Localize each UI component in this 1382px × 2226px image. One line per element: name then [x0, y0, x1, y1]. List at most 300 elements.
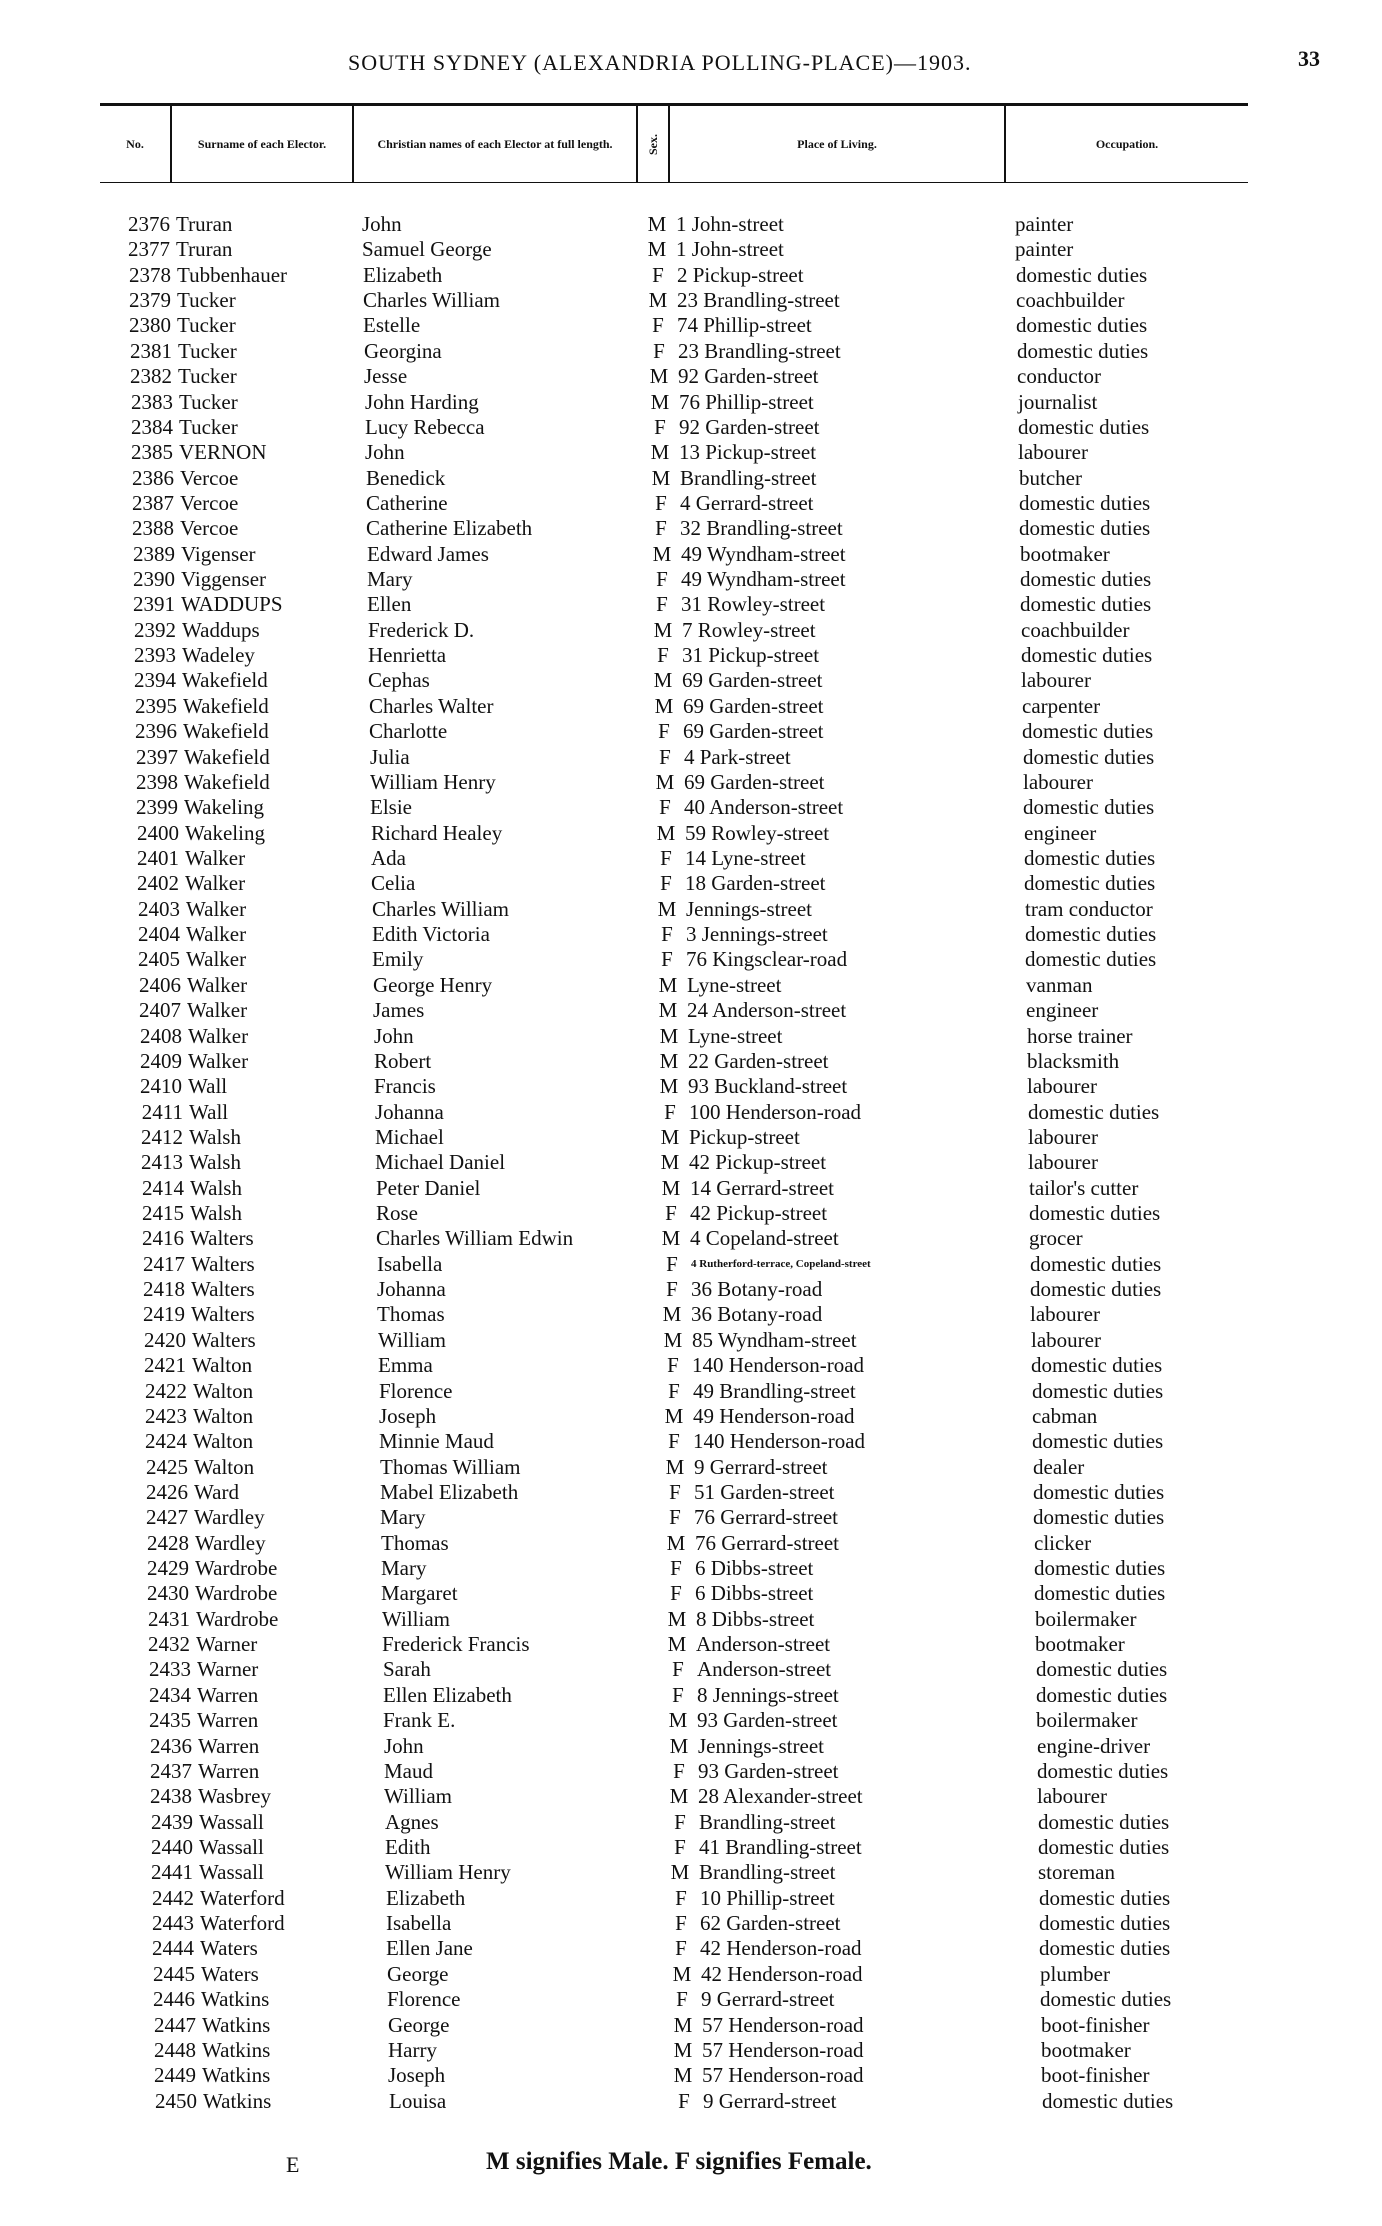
elector-sex: F	[656, 592, 668, 617]
elector-place-of-living: 49 Brandling-street	[693, 1378, 856, 1403]
elector-occupation: domestic duties	[1023, 795, 1155, 820]
elector-sex: M	[672, 1961, 692, 1986]
elector-place-of-living: 76 Kingsclear-road	[686, 947, 848, 972]
elector-sex: M	[650, 440, 670, 465]
elector-place-of-living: Lyne-street	[687, 972, 782, 997]
elector-sex: M	[656, 820, 676, 845]
page-title: SOUTH SYDNEY (ALEXANDRIA POLLING-PLACE)—1903.	[348, 50, 972, 75]
elector-sex: M	[662, 1302, 682, 1327]
elector-place-of-living: 32 Brandling-street	[680, 516, 843, 541]
elector-surname: VERNON	[179, 440, 267, 465]
elector-place-of-living: 8 Dibbs-street	[696, 1606, 815, 1631]
elector-occupation: domestic duties	[1032, 1378, 1164, 1403]
elector-number: 2419	[143, 1302, 185, 1327]
elector-christian-names: Estelle	[363, 313, 421, 338]
elector-place-of-living: 76 Gerrard-street	[695, 1530, 840, 1555]
elector-place-of-living: 51 Garden-street	[694, 1479, 835, 1504]
elector-place-of-living: 42 Henderson-road	[701, 1961, 863, 1986]
table-row	[0, 1429, 1382, 1454]
elector-place-of-living: 42 Pickup-street	[690, 1201, 828, 1226]
elector-surname: Walsh	[190, 1201, 242, 1226]
elector-occupation: domestic duties	[1039, 1911, 1171, 1936]
elector-occupation: plumber	[1040, 1961, 1110, 1986]
elector-surname: Vigenser	[181, 541, 256, 566]
table-row	[0, 1581, 1382, 1606]
elector-occupation: boot-finisher	[1041, 2063, 1150, 2088]
elector-sex: M	[659, 1048, 679, 1073]
elector-christian-names: John Harding	[365, 389, 479, 414]
elector-surname: Warren	[198, 1758, 260, 1783]
elector-sex: M	[654, 693, 674, 718]
elector-sex: F	[657, 643, 669, 668]
elector-occupation: domestic duties	[1033, 1505, 1165, 1530]
elector-occupation: domestic duties	[1034, 1581, 1166, 1606]
elector-christian-names: Florence	[379, 1378, 453, 1403]
elector-place-of-living: 9 Gerrard-street	[694, 1454, 828, 1479]
elector-surname: Walsh	[189, 1150, 241, 1175]
elector-surname: Walker	[185, 845, 246, 870]
elector-place-of-living: 69 Garden-street	[684, 769, 825, 794]
elector-sex: F	[670, 1556, 682, 1581]
table-row	[0, 745, 1382, 770]
table-row	[0, 1176, 1382, 1201]
elector-occupation: domestic duties	[1023, 744, 1155, 769]
elector-occupation: labourer	[1023, 769, 1093, 794]
elector-number: 2435	[149, 1708, 191, 1733]
elector-number: 2436	[150, 1733, 192, 1758]
table-row	[0, 1759, 1382, 1784]
column-header-sex-label: Sex.	[645, 133, 660, 155]
elector-sex: F	[666, 1251, 678, 1276]
table-row	[0, 618, 1382, 643]
elector-christian-names: Joseph	[379, 1403, 437, 1428]
elector-christian-names: Elizabeth	[363, 262, 443, 287]
elector-place-of-living: 10 Phillip-street	[700, 1885, 835, 1910]
elector-occupation: tram conductor	[1025, 896, 1153, 921]
table-row	[0, 2063, 1382, 2088]
elector-place-of-living: 40 Anderson-street	[684, 795, 844, 820]
elector-surname: Walker	[187, 972, 248, 997]
table-row	[0, 1860, 1382, 1885]
elector-occupation: bootmaker	[1020, 541, 1110, 566]
elector-occupation: tailor's cutter	[1029, 1175, 1139, 1200]
elector-number: 2399	[136, 795, 178, 820]
elector-surname: Watkins	[203, 2088, 272, 2113]
table-row	[0, 1150, 1382, 1175]
elector-sex: M	[668, 1708, 688, 1733]
table-row	[0, 263, 1382, 288]
elector-occupation: domestic duties	[1025, 922, 1157, 947]
elector-occupation: domestic duties	[1024, 845, 1156, 870]
elector-sex: M	[648, 288, 668, 313]
elector-number: 2421	[144, 1353, 186, 1378]
elector-sex: F	[660, 845, 672, 870]
elector-christian-names: Ada	[371, 845, 406, 870]
elector-number: 2416	[142, 1226, 184, 1251]
elector-place-of-living: 140 Henderson-road	[692, 1353, 865, 1378]
elector-sex: F	[652, 313, 664, 338]
elector-occupation: labourer	[1031, 1327, 1101, 1352]
elector-occupation: journalist	[1018, 389, 1098, 414]
elector-christian-names: Thomas	[381, 1530, 449, 1555]
elector-christian-names: Catherine Elizabeth	[366, 516, 533, 541]
elector-surname: Tucker	[177, 288, 236, 313]
elector-christian-names: Johanna	[377, 1277, 446, 1302]
elector-place-of-living: 41 Brandling-street	[699, 1835, 862, 1859]
elector-number: 2386	[132, 465, 174, 490]
elector-christian-names: Celia	[371, 871, 416, 896]
elector-occupation: blacksmith	[1027, 1048, 1120, 1073]
elector-surname: Watkins	[201, 1987, 270, 2012]
elector-place-of-living: 62 Garden-street	[700, 1911, 841, 1936]
elector-occupation: domestic duties	[1016, 313, 1148, 338]
elector-number: 2379	[129, 288, 171, 313]
elector-place-of-living: 1 John-street	[676, 237, 784, 262]
elector-occupation: domestic duties	[1039, 1885, 1171, 1910]
elector-place-of-living: 6 Dibbs-street	[695, 1556, 814, 1581]
elector-place-of-living: 31 Rowley-street	[681, 592, 826, 617]
table-row	[0, 1277, 1382, 1302]
table-row	[0, 1049, 1382, 1074]
table-row	[0, 1632, 1382, 1657]
elector-christian-names: Catherine	[366, 490, 448, 515]
elector-sex: M	[669, 1784, 689, 1809]
elector-occupation: domestic duties	[1032, 1429, 1164, 1454]
elector-number: 2394	[134, 668, 176, 693]
table-row	[0, 1911, 1382, 1936]
elector-number: 2440	[151, 1835, 193, 1859]
elector-surname: Viggenser	[181, 567, 267, 592]
elector-christian-names: Joseph	[388, 2063, 446, 2088]
elector-number: 2376	[128, 212, 170, 236]
elector-surname: Walters	[192, 1327, 256, 1352]
elector-sex: F	[656, 567, 668, 592]
elector-occupation: domestic duties	[1025, 947, 1157, 972]
elector-occupation: engine-driver	[1037, 1733, 1151, 1758]
elector-occupation: domestic duties	[1034, 1556, 1166, 1581]
elector-christian-names: Florence	[387, 1987, 461, 2012]
elector-occupation: domestic duties	[1031, 1353, 1163, 1378]
elector-number: 2406	[139, 972, 181, 997]
elector-sex: M	[659, 1023, 679, 1048]
elector-christian-names: William Henry	[370, 769, 496, 794]
elector-place-of-living: 76 Gerrard-street	[694, 1505, 839, 1530]
elector-christian-names: Julia	[370, 744, 410, 769]
elector-sex: F	[665, 1201, 677, 1226]
elector-place-of-living: 74 Phillip-street	[677, 313, 812, 338]
elector-christian-names: Emma	[378, 1353, 433, 1378]
elector-place-of-living: Jennings-street	[686, 896, 812, 921]
elector-number: 2401	[137, 845, 179, 870]
elector-number: 2411	[141, 1099, 183, 1124]
table-row	[0, 871, 1382, 896]
elector-sex: F	[654, 414, 666, 439]
elector-surname: Tucker	[179, 389, 238, 414]
elector-christian-names: Ellen	[367, 592, 412, 617]
table-row	[0, 1505, 1382, 1530]
elector-sex: M	[661, 1226, 681, 1251]
elector-surname: Walker	[187, 998, 248, 1023]
elector-occupation: labourer	[1021, 668, 1091, 693]
elector-occupation: labourer	[1028, 1124, 1098, 1149]
elector-number: 2450	[155, 2088, 197, 2113]
elector-number: 2425	[146, 1454, 188, 1479]
elector-number: 2398	[136, 769, 178, 794]
column-header-occupation: Occupation.	[1095, 136, 1159, 151]
elector-christian-names: Henrietta	[368, 643, 447, 668]
elector-sex: M	[660, 1150, 680, 1175]
elector-christian-names: Edith	[385, 1835, 431, 1859]
table-row	[0, 1708, 1382, 1733]
table-row	[0, 212, 1382, 237]
elector-sex: F	[659, 795, 671, 820]
elector-surname: Walker	[186, 896, 247, 921]
elector-sex: F	[660, 871, 672, 896]
elector-surname: Wassall	[199, 1809, 264, 1834]
elector-christian-names: Richard Healey	[371, 820, 503, 845]
elector-sex: F	[658, 719, 670, 744]
elector-surname: Wakefield	[182, 668, 268, 693]
elector-sex: M	[647, 212, 667, 236]
table-row	[0, 694, 1382, 719]
elector-number: 2381	[130, 338, 172, 363]
table-row	[0, 643, 1382, 668]
elector-number: 2385	[131, 440, 173, 465]
table-row	[0, 1024, 1382, 1049]
elector-number: 2420	[144, 1327, 186, 1352]
elector-occupation: storeman	[1038, 1860, 1115, 1885]
page-number: 33	[1298, 46, 1320, 71]
elector-place-of-living: Brandling-street	[680, 465, 817, 490]
elector-surname: Warren	[197, 1682, 259, 1707]
elector-surname: Wakefield	[183, 719, 269, 744]
elector-surname: Vercoe	[180, 490, 239, 515]
elector-sex: M	[667, 1632, 687, 1657]
elector-place-of-living: 9 Gerrard-street	[701, 1987, 835, 2012]
elector-number: 2448	[154, 2037, 196, 2062]
elector-place-of-living: 76 Phillip-street	[679, 389, 814, 414]
elector-christian-names: Isabella	[377, 1251, 443, 1276]
elector-sex: F	[675, 1936, 687, 1961]
elector-number: 2405	[138, 947, 180, 972]
table-row	[0, 1810, 1382, 1835]
elector-surname: Wardrobe	[195, 1581, 278, 1606]
elector-sex: F	[655, 490, 667, 515]
elector-number: 2395	[135, 693, 177, 718]
elector-surname: Walters	[191, 1251, 255, 1276]
elector-surname: Walker	[185, 871, 246, 896]
table-row	[0, 1835, 1382, 1860]
elector-sex: M	[669, 1733, 689, 1758]
elector-number: 2412	[141, 1124, 183, 1149]
table-row	[0, 567, 1382, 592]
elector-place-of-living: Lyne-street	[688, 1023, 783, 1048]
elector-place-of-living: 8 Jennings-street	[697, 1682, 839, 1707]
elector-place-of-living: 31 Pickup-street	[682, 643, 820, 668]
elector-sex: F	[669, 1505, 681, 1530]
table-row	[0, 719, 1382, 744]
elector-occupation: domestic duties	[1016, 262, 1148, 287]
elector-sex: F	[666, 1277, 678, 1302]
table-header	[100, 103, 1248, 183]
elector-christian-names: Samuel George	[362, 237, 492, 262]
elector-christian-names: Thomas William	[380, 1454, 521, 1479]
elector-place-of-living: 2 Pickup-street	[677, 262, 804, 287]
elector-number: 2433	[149, 1657, 191, 1682]
elector-surname: Wall	[188, 1074, 228, 1099]
table-row	[0, 998, 1382, 1023]
elector-christian-names: Jesse	[364, 364, 408, 389]
elector-christian-names: Cephas	[368, 668, 430, 693]
elector-christian-names: Agnes	[385, 1809, 439, 1834]
elector-place-of-living: 4 Rutherford-terrace, Copeland-street	[691, 1257, 871, 1270]
elector-surname: Wall	[189, 1099, 229, 1124]
elector-occupation: domestic duties	[1029, 1201, 1161, 1226]
elector-sex: M	[657, 896, 677, 921]
elector-number: 2389	[133, 541, 175, 566]
elector-surname: Watkins	[202, 2012, 271, 2037]
elector-number: 2439	[151, 1809, 193, 1834]
elector-number: 2402	[137, 871, 179, 896]
table-row	[0, 1100, 1382, 1125]
elector-place-of-living: 3 Jennings-street	[686, 922, 828, 947]
table-row	[0, 390, 1382, 415]
elector-place-of-living: 69 Garden-street	[683, 693, 824, 718]
elector-christian-names: Minnie Maud	[379, 1429, 494, 1454]
elector-place-of-living: 7 Rowley-street	[682, 617, 816, 642]
table-row	[0, 668, 1382, 693]
elector-christian-names: Michael Daniel	[375, 1150, 506, 1175]
elector-sex: M	[651, 465, 671, 490]
column-header-sex	[638, 106, 670, 182]
elector-occupation: domestic duties	[1019, 516, 1151, 541]
elector-surname: Waddups	[182, 617, 260, 642]
elector-surname: Wassall	[199, 1860, 264, 1885]
elector-number: 2396	[135, 719, 177, 744]
elector-occupation: labourer	[1027, 1074, 1097, 1099]
elector-surname: Wardrobe	[195, 1556, 278, 1581]
elector-surname: Wardley	[195, 1530, 266, 1555]
elector-occupation: domestic duties	[1019, 490, 1151, 515]
elector-occupation: coachbuilder	[1016, 288, 1125, 313]
table-row	[0, 1886, 1382, 1911]
elector-sex: F	[676, 1987, 688, 2012]
elector-place-of-living: 24 Anderson-street	[687, 998, 847, 1023]
elector-place-of-living: 93 Garden-street	[697, 1708, 838, 1733]
elector-place-of-living: 69 Garden-street	[683, 719, 824, 744]
elector-place-of-living: 4 Park-street	[684, 744, 791, 769]
elector-surname: Walsh	[190, 1175, 242, 1200]
table-row	[0, 795, 1382, 820]
elector-surname: Warren	[197, 1708, 259, 1733]
elector-number: 2387	[132, 490, 174, 515]
elector-christian-names: Ellen Elizabeth	[383, 1682, 512, 1707]
elector-christian-names: Charlotte	[369, 719, 448, 744]
table-row	[0, 1531, 1382, 1556]
elector-surname: WADDUPS	[181, 592, 283, 617]
elector-christian-names: Sarah	[383, 1657, 431, 1682]
elector-surname: Walton	[193, 1429, 254, 1454]
elector-sex: M	[655, 769, 675, 794]
elector-occupation: domestic duties	[1020, 592, 1152, 617]
elector-occupation: domestic duties	[1039, 1936, 1171, 1961]
elector-christian-names: Johanna	[375, 1099, 444, 1124]
elector-sex: F	[668, 1429, 680, 1454]
elector-sex: F	[659, 744, 671, 769]
elector-sex: M	[663, 1327, 683, 1352]
elector-occupation: boot-finisher	[1041, 2012, 1150, 2037]
elector-place-of-living: 93 Garden-street	[698, 1758, 839, 1783]
elector-christian-names: Isabella	[386, 1911, 452, 1936]
elector-occupation: domestic duties	[1024, 871, 1156, 896]
elector-christian-names: George Henry	[373, 972, 493, 997]
elector-number: 2437	[150, 1758, 192, 1783]
elector-number: 2410	[140, 1074, 182, 1099]
table-row	[0, 542, 1382, 567]
elector-sex: M	[647, 237, 667, 262]
elector-place-of-living: 57 Henderson-road	[702, 2063, 864, 2088]
elector-sex: F	[669, 1479, 681, 1504]
elector-christian-names: John	[374, 1023, 414, 1048]
elector-sex: M	[665, 1454, 685, 1479]
elector-occupation: butcher	[1019, 465, 1082, 490]
elector-occupation: domestic duties	[1033, 1479, 1165, 1504]
elector-number: 2447	[154, 2012, 196, 2037]
elector-sex: F	[655, 516, 667, 541]
elector-number: 2443	[152, 1911, 194, 1936]
elector-sex: F	[664, 1099, 676, 1124]
elector-surname: Truran	[176, 237, 233, 262]
elector-christian-names: Mary	[367, 567, 413, 592]
elector-christian-names: William	[378, 1327, 446, 1352]
elector-surname: Waters	[200, 1936, 258, 1961]
elector-number: 2404	[138, 922, 180, 947]
elector-christian-names: Charles William Edwin	[376, 1226, 574, 1251]
elector-number: 2442	[152, 1885, 194, 1910]
elector-place-of-living: 57 Henderson-road	[702, 2037, 864, 2062]
elector-number: 2408	[140, 1023, 182, 1048]
table-row	[0, 1328, 1382, 1353]
elector-occupation: domestic duties	[1037, 1758, 1169, 1783]
elector-number: 2449	[154, 2063, 196, 2088]
elector-place-of-living: Anderson-street	[697, 1657, 832, 1682]
elector-sex: F	[672, 1682, 684, 1707]
elector-surname: Watkins	[202, 2037, 271, 2062]
elector-number: 2418	[143, 1277, 185, 1302]
elector-place-of-living: 4 Gerrard-street	[680, 490, 814, 515]
elector-sex: M	[673, 2037, 693, 2062]
elector-surname: Walker	[186, 947, 247, 972]
elector-number: 2445	[153, 1961, 195, 1986]
elector-place-of-living: 57 Henderson-road	[702, 2012, 864, 2037]
elector-surname: Walters	[191, 1277, 255, 1302]
table-row	[0, 1353, 1382, 1378]
elector-number: 2378	[129, 262, 171, 287]
table-row	[0, 1125, 1382, 1150]
table-row	[0, 288, 1382, 313]
elector-christian-names: Lucy Rebecca	[365, 414, 485, 439]
elector-sex: F	[668, 1378, 680, 1403]
elector-number: 2429	[147, 1556, 189, 1581]
elector-occupation: bootmaker	[1035, 1632, 1125, 1657]
elector-place-of-living: 18 Garden-street	[685, 871, 826, 896]
elector-occupation: domestic duties	[1017, 338, 1149, 363]
elector-sex: F	[653, 338, 665, 363]
elector-occupation: domestic duties	[1021, 643, 1153, 668]
elector-occupation: painter	[1015, 212, 1074, 236]
elector-surname: Tucker	[178, 338, 237, 363]
table-row	[0, 1987, 1382, 2012]
